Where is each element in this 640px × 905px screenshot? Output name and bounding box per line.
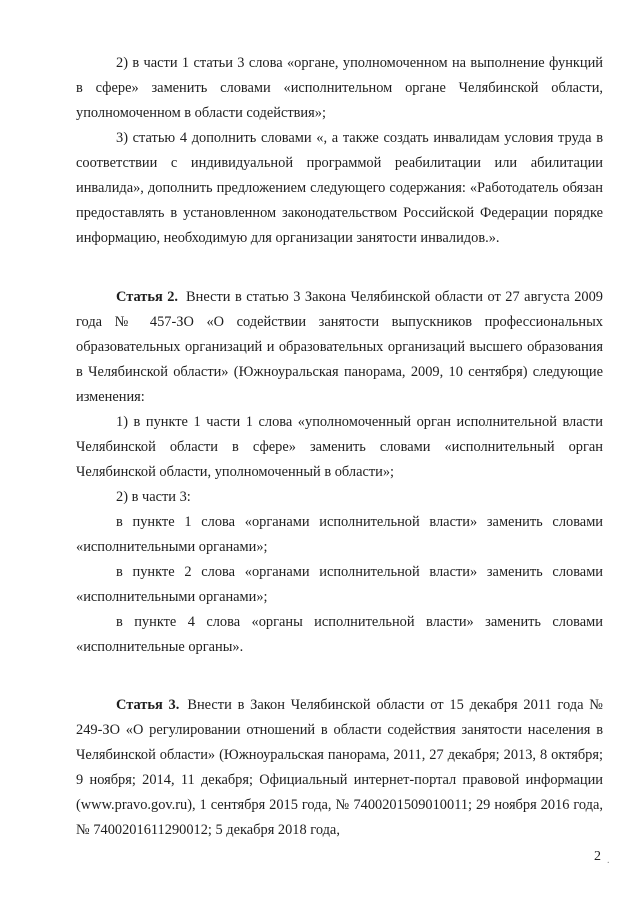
document-body	[76, 51, 603, 843]
article-3-text: Внести в Закон Челябинской области от 15 декабря 2011 года № 249-ЗО «О регулировании отношений в области содействия занятости населения в Челябинской области» (Южноуральская панорама, 2011, 27 декабря; 2013, 8 октября; 9 ноября; 2014, 11 декабря; Официальный интернет-портал правовой информации (www.pravo.gov.ru), 1 сентября 2015 года, № 7400201509010011; 29 ноября 2016 года, № 7400201611290012; 5 декабря 2018 года,	[76, 697, 604, 838]
paragraph-item-3: 3) статью 4 дополнить словами «, а также создать инвалидам условия труда в соответствии с индивидуальной программой реабилитации или абилитации инвалида», дополнить предложением следующего содержания: «Работодатель обязан предоставлять в установленном законодательством Российской Федерации порядке информацию, необходимую для организации занятости инвалидов.».	[76, 130, 603, 246]
article-2-item-1: 1) в пункте 1 части 1 слова «уполномоченный орган исполнительной власти Челябинской области в сфере» заменить словами «исполнительный орган Челябинской области, уполномоченный в области»;	[76, 414, 603, 480]
spacer	[76, 660, 603, 693]
article-2-text: Внести в статью 3 Закона Челябинской области от 27 августа 2009 года № 457-ЗО «О содействии занятости выпускников профессиональных образовательных организаций и образовательных организаций высшего образования в Челябинской области» (Южноуральская панорама, 2009, 10 сентября) следующие изменения:	[76, 289, 603, 405]
spacer	[76, 251, 603, 285]
paragraph-item-2: 2) в части 1 статьи 3 слова «органе, уполномоченном на выполнение функций в сфере» заменить словами «исполнительном органе Челябинской области, уполномоченном в области содействия»;	[76, 55, 603, 121]
margin-mark: .	[607, 855, 610, 866]
article-2-title: Статья 2.	[116, 289, 179, 305]
article-2-subitem-1: в пункте 1 слова «органами исполнительной власти» заменить словами «исполнительными органами»;	[76, 514, 603, 555]
article-3	[76, 693, 603, 843]
page-number: 2	[594, 849, 601, 864]
article-2	[76, 285, 603, 410]
article-2-item-2: 2) в части 3:	[116, 489, 191, 505]
article-2-subitem-4: в пункте 4 слова «органы исполнительной власти» заменить словами «исполнительные органы».	[76, 614, 603, 655]
article-3-title: Статья 3.	[116, 697, 180, 713]
article-2-subitem-2: в пункте 2 слова «органами исполнительной власти» заменить словами «исполнительными органами»;	[76, 564, 603, 605]
